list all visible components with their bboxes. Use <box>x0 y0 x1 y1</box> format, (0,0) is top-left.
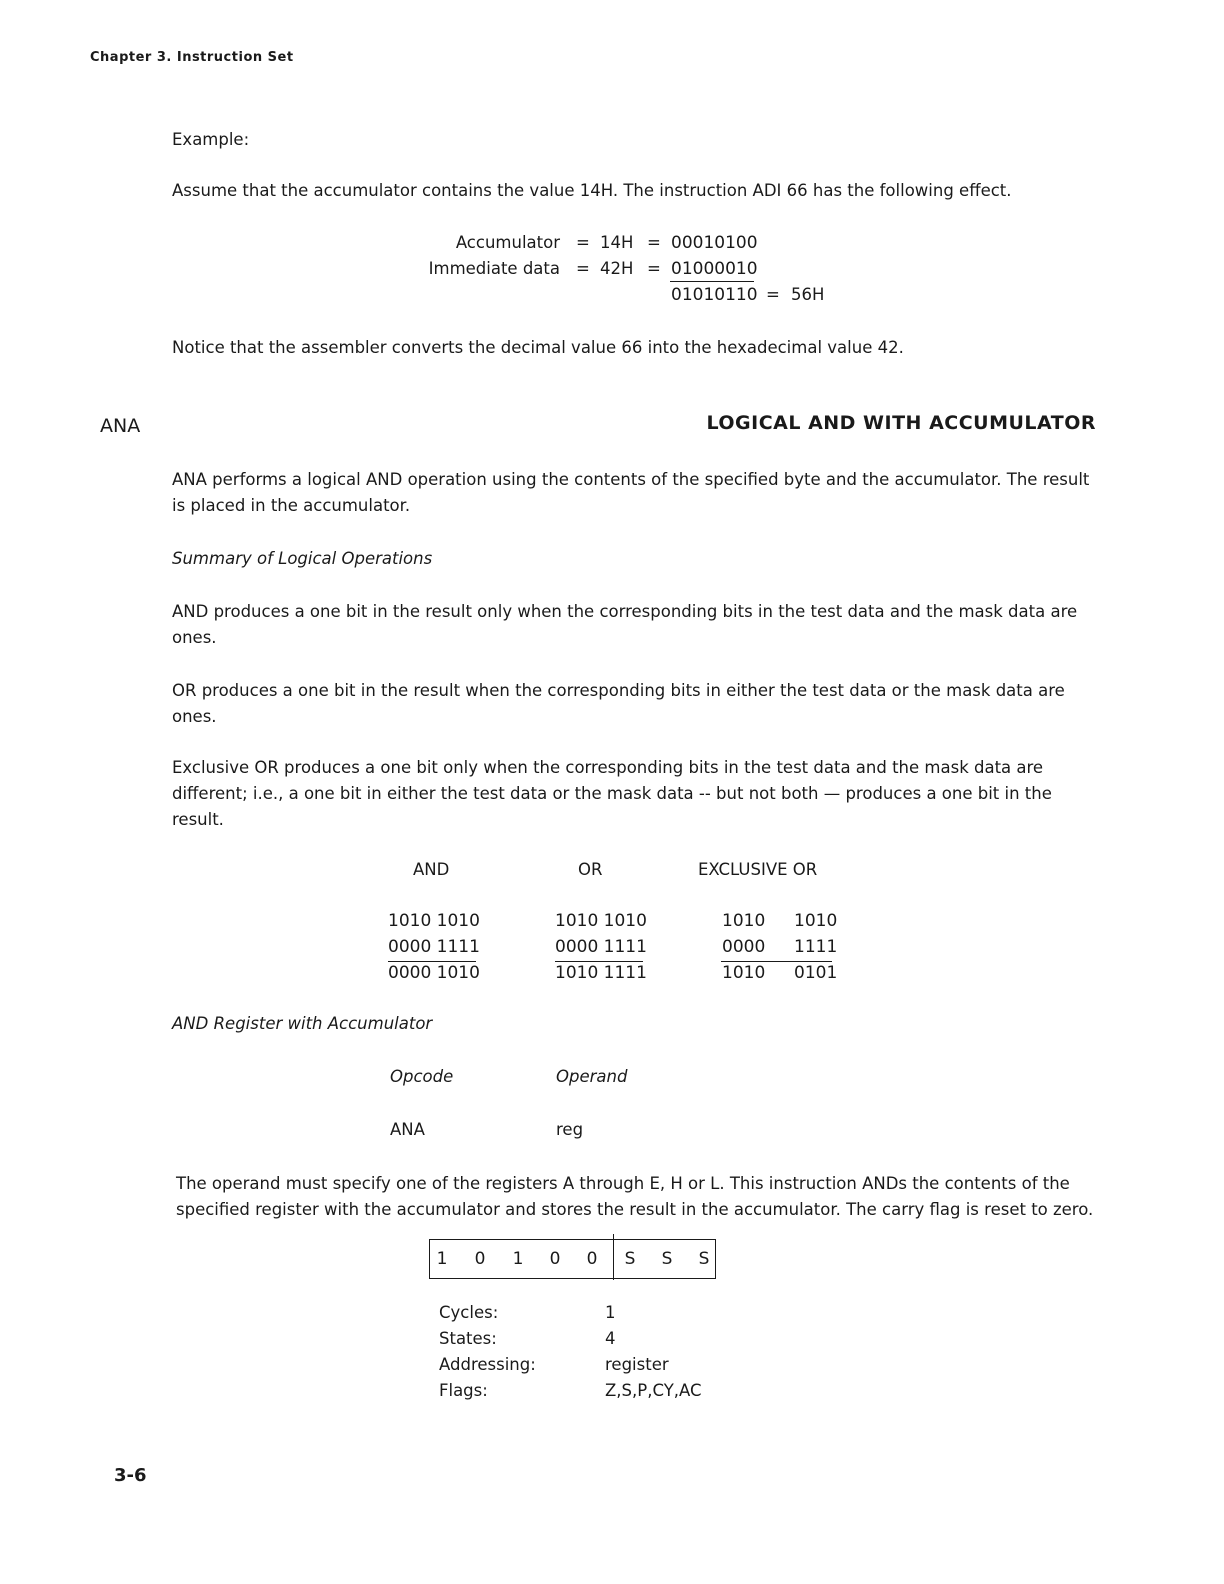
section-description: ANA performs a logical AND operation using the contents of the specified byte and the accumulator. The result is placed in the accumulator. <box>172 470 1090 515</box>
example-heading: Example: <box>172 130 250 149</box>
spec-value: 1 <box>605 1303 616 1322</box>
spec-value: Z,S,P,CY,AC <box>605 1381 702 1400</box>
bit-cell: 1 <box>436 1249 448 1269</box>
hex-value: 42H <box>600 259 634 278</box>
spec-label: Cycles: <box>439 1303 499 1322</box>
equals-sign: = <box>647 233 661 252</box>
row-label: Immediate data <box>428 259 560 278</box>
summary-heading: Summary of Logical Operations <box>172 549 433 568</box>
sum-underline <box>670 281 754 282</box>
field-separator <box>613 1234 614 1280</box>
opcode-label: Opcode <box>390 1067 454 1086</box>
bit-cell: 0 <box>549 1249 561 1269</box>
and-explanation: AND produces a one bit in the result only when the corresponding bits in the test data and the mask data are ones. <box>172 602 1078 647</box>
xor-explanation: Exclusive OR produces a one bit only when the corresponding bits in the test data and the mask data are different; i.e., a one bit in either the test data or the mask data -- but not both — produces a one bit in the result. <box>172 758 1052 829</box>
result-line <box>721 961 832 962</box>
test-data: 1010 1010 <box>555 911 647 931</box>
register-description: The operand must specify one of the registers A through E, H or L. This instruction ANDs the contents of the specified register with the accumulator and stores the result in the accumulator. The carry flag is reset to zero. <box>176 1174 1094 1219</box>
mask-data-high: 0000 <box>722 937 766 957</box>
bit-cell: S <box>624 1249 636 1269</box>
result-line <box>388 961 476 962</box>
test-data-high: 1010 <box>722 911 766 931</box>
result-data-low: 0101 <box>794 963 838 983</box>
result-data: 0000 1010 <box>388 963 480 983</box>
column-header-or: OR <box>578 860 603 879</box>
equals-sign: = <box>576 233 590 252</box>
instruction-title: LOGICAL AND WITH ACCUMULATOR <box>706 412 1096 434</box>
bit-cell: 0 <box>474 1249 486 1269</box>
equals-sign: = <box>576 259 590 278</box>
or-explanation: OR produces a one bit in the result when the corresponding bits in either the test data or the mask data are ones. <box>172 681 1065 726</box>
spec-value: register <box>605 1355 669 1374</box>
page-number: 3-6 <box>114 1465 147 1486</box>
column-header-and: AND <box>413 860 450 879</box>
mask-data-low: 1111 <box>794 937 838 957</box>
spec-value: 4 <box>605 1329 616 1348</box>
test-data: 1010 1010 <box>388 911 480 931</box>
equals-sign: = <box>766 285 780 304</box>
example-intro: Assume that the accumulator contains the value 14H. The instruction ADI 66 has the following effect. <box>172 181 1012 200</box>
spec-label: States: <box>439 1329 497 1348</box>
opcode-bit-pattern <box>429 1239 716 1279</box>
binary-value: 00010100 <box>671 233 758 253</box>
binary-result: 01010110 <box>671 285 758 305</box>
column-header-xor: EXCLUSIVE OR <box>698 860 818 879</box>
bit-cell: S <box>661 1249 673 1269</box>
instruction-mnemonic: ANA <box>100 415 141 437</box>
binary-value: 01000010 <box>671 259 758 279</box>
spec-label: Flags: <box>439 1381 488 1400</box>
hex-value: 14H <box>600 233 634 252</box>
operand-value: reg <box>556 1120 584 1139</box>
mask-data: 0000 1111 <box>388 937 480 957</box>
equals-sign: = <box>647 259 661 278</box>
opcode-value: ANA <box>390 1120 425 1139</box>
hex-result: 56H <box>791 285 825 304</box>
running-header: Chapter 3. Instruction Set <box>90 50 294 65</box>
result-data-high: 1010 <box>722 963 766 983</box>
and-register-heading: AND Register with Accumulator <box>172 1014 433 1033</box>
bit-cell: 0 <box>586 1249 598 1269</box>
mask-data: 0000 1111 <box>555 937 647 957</box>
operand-label: Operand <box>556 1067 628 1086</box>
bit-cell: S <box>698 1249 710 1269</box>
bit-cell: 1 <box>512 1249 524 1269</box>
row-label: Accumulator <box>455 233 560 252</box>
example-notice: Notice that the assembler converts the decimal value 66 into the hexadecimal value 42. <box>172 338 904 357</box>
spec-label: Addressing: <box>439 1355 536 1374</box>
result-line <box>555 961 643 962</box>
test-data-low: 1010 <box>794 911 838 931</box>
result-data: 1010 1111 <box>555 963 647 983</box>
